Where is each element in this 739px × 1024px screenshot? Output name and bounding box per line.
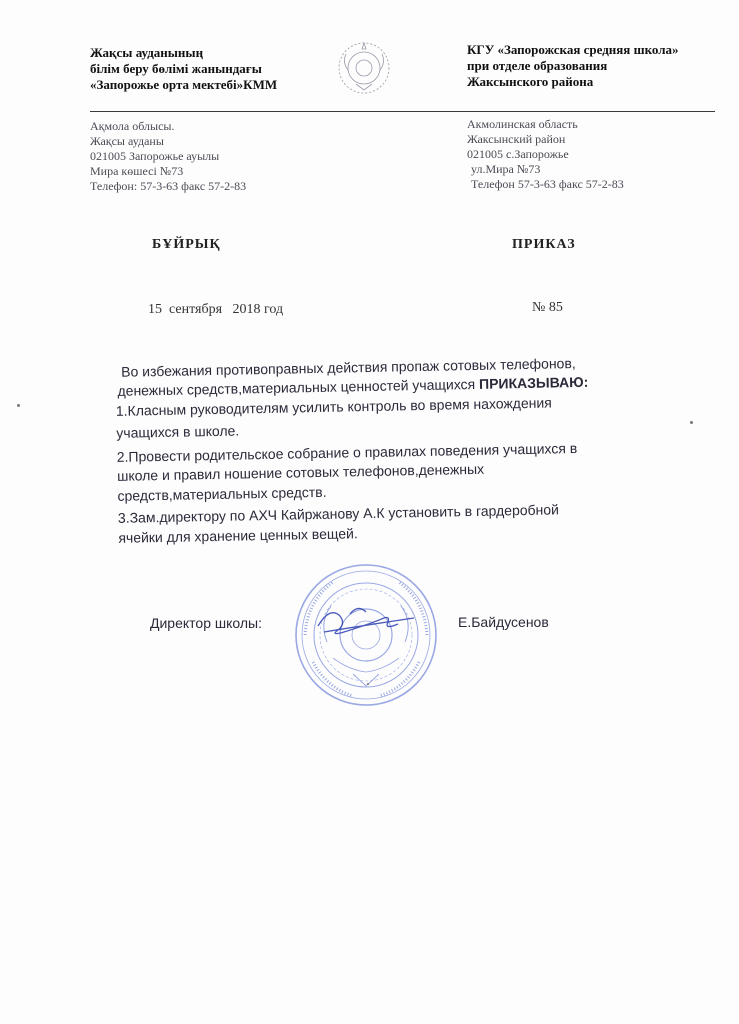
right-address-line: Жаксынский район [467,132,566,146]
scan-speck [690,421,693,424]
document-type-russian: ПРИКАЗ [512,237,576,252]
right-address-line: Телефон 57-3-63 факс 57-2-83 [471,177,624,191]
left-address-line: Ақмола облысы. [90,119,175,133]
left-address-line: Мира көшесі №73 [90,164,184,178]
right-org-line-2: при отделе образования [467,58,608,73]
left-org-line-1: Жақсы ауданының [90,45,204,60]
scan-speck [367,683,369,685]
right-org-line-1: КГУ «Запорожская средняя школа» [467,42,679,57]
director-name: Е.Байдусенов [458,614,549,630]
body-text: денежных средств,материальных ценностей учащихся [117,375,480,399]
right-address-line: Акмолинская область [467,117,578,131]
handwritten-signature-icon [310,596,430,646]
body-line: средств,материальных средств. [117,483,327,504]
scan-speck [17,404,20,407]
director-title: Директор школы: [150,615,262,631]
order-keyword: ПРИКАЗЫВАЮ: [478,373,589,392]
left-org-line-2: білім беру бөлімі жанындағы [90,61,262,76]
right-org-line-3: Жаксынского района [467,74,594,89]
body-line: учащихся в школе. [116,422,240,441]
right-address-line: 021005 с.Запорожье [467,147,569,161]
body-line: Во избежания противоправных действия пропаж сотовых телефонов, [121,355,576,380]
body-line: школе и правил ношение сотовых телефонов,денежных [117,460,485,484]
document-number: № 85 [532,300,563,315]
body-line: 2.Провести родительское собрание о правилах поведения учащихся в [116,440,578,465]
body-line: ячейки для хранение ценных вещей. [118,525,358,546]
left-address-line: 021005 Запорожье ауылы [90,149,220,163]
body-line: 1.Класным руководителям усилить контроль во время нахождения [115,394,552,419]
left-address-line: Жақсы ауданы [90,134,164,148]
left-org-line-3: «Запорожье орта мектебі»КММ [90,77,278,92]
body-line: 3.Зам.директору по АХЧ Кайржанову А.К установить в гардеробной [117,501,560,526]
right-address-line: ул.Мира №73 [471,162,541,176]
document-date: 15 сентября 2018 год [148,302,284,317]
left-address-line: Телефон: 57-3-63 факс 57-2-83 [90,179,247,193]
document-type-kazakh: БҰЙРЫҚ [152,237,221,252]
